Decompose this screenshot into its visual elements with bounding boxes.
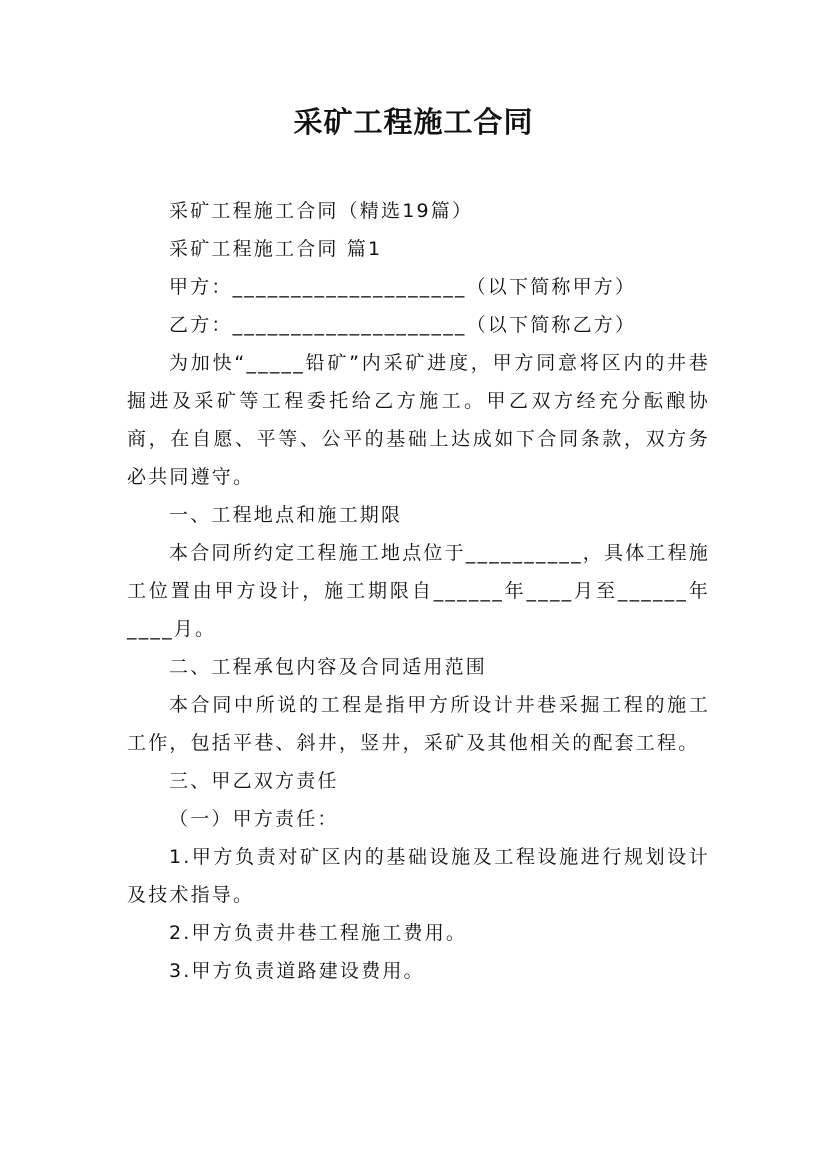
paragraph-heading-1: 一、工程地点和施工期限 [169, 504, 403, 526]
paragraph-party-a-duties: （一）甲方责任： [169, 808, 339, 830]
paragraph-section-heading: 采矿工程施工合同 篇1 [169, 238, 383, 260]
paragraph-heading-2: 二、工程承包内容及合同适用范围 [169, 656, 488, 678]
paragraph-duty-1: 1.甲方负责对矿区内的基础设施及工程设施进行规划设计及技术指导。 [127, 846, 710, 906]
paragraph-scope: 本合同中所说的工程是指甲方所设计井巷采掘工程的施工工作，包括平巷、斜井，竖井，采矿及其他相关的配套工程。 [127, 694, 710, 754]
paragraph-party-b: 乙方：____________________（以下简称乙方） [169, 314, 637, 336]
document-title: 采矿工程施工合同 [293, 105, 534, 139]
paragraph-heading-3: 三、甲乙双方责任 [169, 770, 339, 792]
document-body [127, 192, 710, 990]
paragraph-duty-3: 3.甲方负责道路建设费用。 [169, 960, 425, 982]
paragraph-location-term: 本合同所约定工程施工地点位于__________，具体工程施工位置由甲方设计，施工期限自______年____月至______年____月。 [127, 542, 711, 640]
paragraph-duty-2: 2.甲方负责井巷工程施工费用。 [169, 922, 468, 944]
paragraph-preamble: 为加快“_____铅矿”内采矿进度，甲方同意将区内的井巷掘进及采矿等工程委托给乙方施工。甲乙双方经充分酝酿协商，在自愿、平等、公平的基础上达成如下合同条款，双方务必共同遵守。 [127, 352, 710, 488]
paragraph-subtitle: 采矿工程施工合同（精选19篇） [169, 200, 474, 222]
paragraph-party-a: 甲方：____________________（以下简称甲方） [169, 276, 637, 298]
